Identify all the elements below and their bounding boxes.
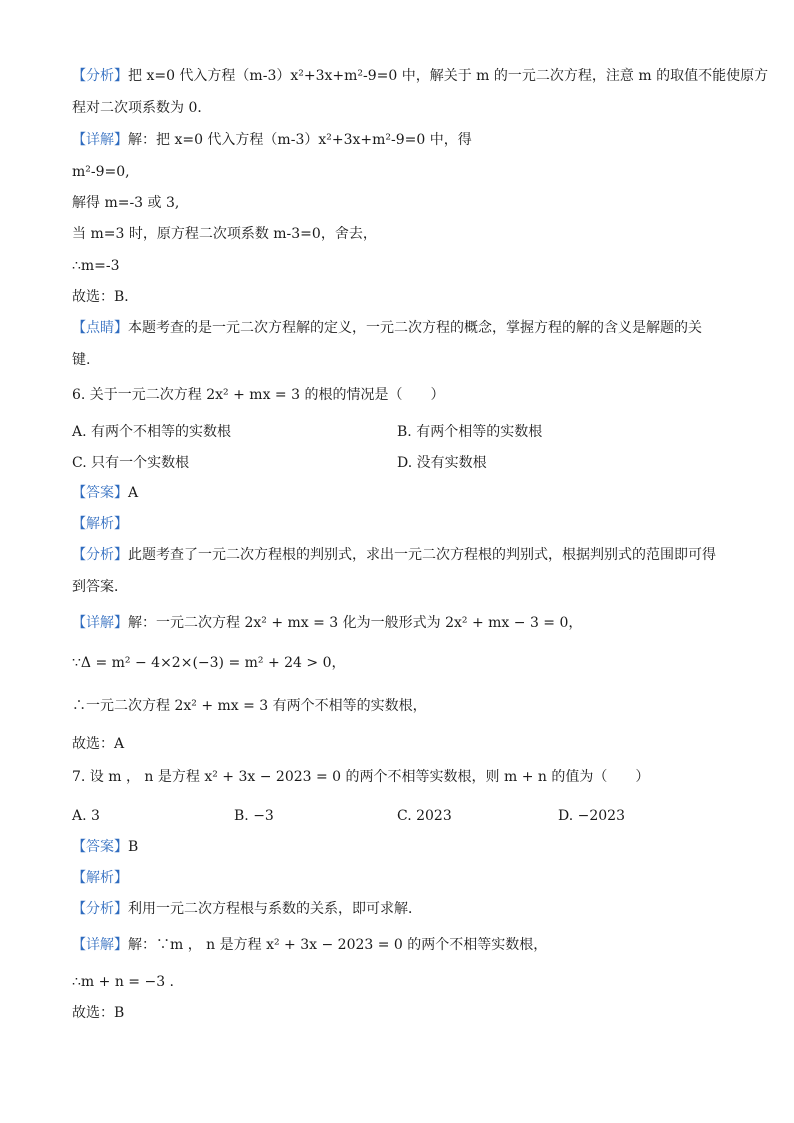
q7-option-a: A. 3	[72, 808, 100, 824]
detail-tag: 【详解】	[72, 132, 128, 148]
q6-detail-line-2: ∵Δ = m² − 4×2×(−3) = m² + 24 > 0，	[72, 655, 346, 671]
analysis-line-1	[72, 66, 768, 86]
detail-tag: 【详解】	[72, 937, 128, 953]
comment-text: 本题考查的是一元二次方程解的定义，一元二次方程的概念，掌握方程的解的含义是解题的关	[128, 320, 702, 336]
analysis-tag: 【分析】	[72, 547, 128, 563]
detail-text: 解：∵m ， n 是方程 x² + 3x − 2023 = 0 的两个不相等实数根，	[128, 937, 548, 953]
step-line: ∴m=-3	[72, 258, 120, 274]
analysis-text: 利用一元二次方程根与系数的关系，即可求解．	[128, 901, 422, 917]
answer-tag: 【答案】	[72, 839, 128, 855]
question-6-stem: 6. 关于一元二次方程 2x² + mx = 3 的根的情况是（ ）	[72, 387, 445, 403]
choice-line: 故选：B．	[72, 289, 139, 305]
q7-choice: 故选：B	[72, 1005, 125, 1021]
step-line: 解得 m=-3 或 3,	[72, 195, 180, 211]
comment-line-2: 键.	[72, 352, 91, 368]
q6-option-b: B. 有两个相等的实数根	[397, 424, 543, 440]
step-line: 当 m=3 时，原方程二次项系数 m-3=0，舍去，	[72, 226, 377, 242]
q6-analysis-line-1	[72, 545, 716, 565]
q7-option-b: B. −3	[234, 808, 274, 824]
q7-answer	[72, 837, 138, 857]
q7-jiexi-tag: 【解析】	[72, 870, 128, 886]
comment-line-1	[72, 318, 702, 338]
q6-jiexi-tag: 【解析】	[72, 516, 128, 532]
detail-text: 解：一元二次方程 2x² + mx = 3 化为一般形式为 2x² + mx − 3 = 0，	[128, 615, 583, 631]
answer-value: B	[128, 839, 139, 855]
q7-detail-line-1	[72, 935, 547, 955]
detail-text: 解：把 x=0 代入方程（m-3）x²+3x+m²-9=0 中，得	[128, 132, 472, 148]
analysis-text: 此题考查了一元二次方程根的判别式，求出一元二次方程根的判别式，根据判别式的范围即可得	[128, 547, 716, 563]
q6-detail-line-1	[72, 613, 582, 633]
analysis-text: 把 x=0 代入方程（m-3）x²+3x+m²-9=0 中，解关于 m 的一元二次方程，注意 m 的取值不能使原方	[128, 68, 769, 84]
detail-tag: 【详解】	[72, 615, 128, 631]
q6-answer	[72, 483, 138, 503]
q6-detail-line-3: ∴一元二次方程 2x² + mx = 3 有两个不相等的实数根，	[72, 698, 427, 714]
q7-option-d: D. −2023	[558, 808, 625, 824]
q6-option-a: A. 有两个不相等的实数根	[72, 424, 232, 440]
analysis-tag: 【分析】	[72, 901, 128, 917]
answer-value: A	[128, 485, 139, 501]
q6-option-c: C. 只有一个实数根	[72, 455, 190, 471]
q7-analysis-line	[72, 899, 422, 919]
q6-analysis-line-2: 到答案．	[72, 579, 128, 595]
analysis-line-2: 程对二次项系数为 0．	[72, 100, 212, 116]
question-7-stem: 7. 设 m ， n 是方程 x² + 3x − 2023 = 0 的两个不相等实数根，则 m + n 的值为（ ）	[72, 769, 650, 785]
q7-detail-line-2: ∴m + n = −3 .	[72, 974, 174, 990]
analysis-tag: 【分析】	[72, 68, 128, 84]
answer-tag: 【答案】	[72, 485, 128, 501]
q7-option-c: C. 2023	[397, 808, 452, 824]
q6-choice: 故选：A	[72, 736, 125, 752]
q6-option-d: D. 没有实数根	[397, 455, 487, 471]
step-line: m²-9=0,	[72, 164, 130, 180]
comment-tag: 【点睛】	[72, 320, 128, 336]
detail-line-1	[72, 130, 472, 150]
